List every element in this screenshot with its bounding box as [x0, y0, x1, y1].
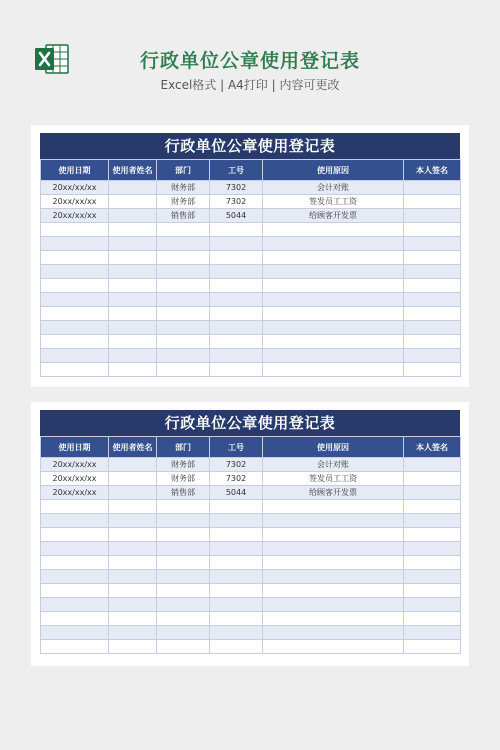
department-cell[interactable] — [157, 626, 210, 640]
department-cell[interactable] — [157, 321, 210, 335]
table-row — [41, 514, 461, 528]
employee-id-cell[interactable]: 7302 — [210, 181, 263, 195]
department-cell[interactable] — [157, 363, 210, 377]
employee-id-cell[interactable] — [210, 349, 263, 363]
user-name-cell[interactable] — [109, 556, 157, 570]
department-cell[interactable] — [157, 514, 210, 528]
user-name-cell[interactable] — [109, 265, 157, 279]
date-cell[interactable]: 20xx/xx/xx — [41, 486, 109, 500]
user-name-cell[interactable] — [109, 293, 157, 307]
employee-id-cell[interactable] — [210, 335, 263, 349]
department-cell[interactable] — [157, 556, 210, 570]
sheet-preview-1 — [31, 125, 469, 387]
signature-cell[interactable] — [404, 251, 461, 265]
date-cell[interactable] — [41, 626, 109, 640]
column-header: 使用原因 — [263, 437, 404, 458]
employee-id-cell[interactable] — [210, 321, 263, 335]
employee-id-cell[interactable]: 7302 — [210, 472, 263, 486]
user-name-cell[interactable] — [109, 640, 157, 654]
department-cell[interactable]: 销售部 — [157, 486, 210, 500]
signature-cell[interactable] — [404, 500, 461, 514]
signature-cell[interactable] — [404, 363, 461, 377]
reason-cell[interactable] — [263, 598, 404, 612]
date-cell[interactable] — [41, 598, 109, 612]
user-name-cell[interactable] — [109, 570, 157, 584]
table-title: 行政单位公章使用登记表 — [40, 133, 460, 159]
employee-id-cell[interactable] — [210, 363, 263, 377]
department-cell[interactable] — [157, 251, 210, 265]
sheet-preview-2 — [31, 402, 469, 666]
department-cell[interactable] — [157, 279, 210, 293]
signature-cell[interactable] — [404, 514, 461, 528]
reason-cell[interactable] — [263, 265, 404, 279]
signature-cell[interactable] — [404, 542, 461, 556]
signature-cell[interactable] — [404, 626, 461, 640]
table-row — [41, 223, 461, 237]
reason-cell[interactable] — [263, 556, 404, 570]
column-header: 部门 — [157, 437, 210, 458]
date-cell[interactable] — [41, 223, 109, 237]
user-name-cell[interactable] — [109, 514, 157, 528]
date-cell[interactable]: 20xx/xx/xx — [41, 209, 109, 223]
user-name-cell[interactable] — [109, 598, 157, 612]
table-row — [41, 612, 461, 626]
signature-cell[interactable] — [404, 458, 461, 472]
signature-cell[interactable] — [404, 584, 461, 598]
employee-id-cell[interactable] — [210, 528, 263, 542]
department-cell[interactable]: 财务部 — [157, 195, 210, 209]
reason-cell[interactable] — [263, 307, 404, 321]
department-cell[interactable] — [157, 640, 210, 654]
page-subtitle: Excel格式 | A4打印 | 内容可更改 — [160, 78, 340, 92]
user-name-cell[interactable] — [109, 612, 157, 626]
signature-cell[interactable] — [404, 486, 461, 500]
reason-cell[interactable] — [263, 335, 404, 349]
date-cell[interactable]: 20xx/xx/xx — [41, 181, 109, 195]
date-cell[interactable]: 20xx/xx/xx — [41, 195, 109, 209]
column-header: 本人签名 — [404, 437, 461, 458]
table-row — [41, 209, 461, 223]
table-row — [41, 321, 461, 335]
signature-cell[interactable] — [404, 265, 461, 279]
table-row — [41, 598, 461, 612]
table-row — [41, 237, 461, 251]
table-row — [41, 363, 461, 377]
signature-cell[interactable] — [404, 209, 461, 223]
table-row — [41, 584, 461, 598]
user-name-cell[interactable] — [109, 486, 157, 500]
reason-cell[interactable] — [263, 640, 404, 654]
reason-cell[interactable]: 会计对账 — [263, 458, 404, 472]
reason-cell[interactable] — [263, 279, 404, 293]
table-row — [41, 542, 461, 556]
column-header: 工号 — [210, 160, 263, 181]
date-cell[interactable] — [41, 570, 109, 584]
column-header: 使用者姓名 — [109, 437, 157, 458]
signature-cell[interactable] — [404, 321, 461, 335]
department-cell[interactable] — [157, 584, 210, 598]
reason-cell[interactable] — [263, 570, 404, 584]
employee-id-cell[interactable] — [210, 307, 263, 321]
date-cell[interactable] — [41, 640, 109, 654]
table-row — [41, 640, 461, 654]
department-cell[interactable] — [157, 570, 210, 584]
user-name-cell[interactable] — [109, 626, 157, 640]
reason-cell[interactable]: 签发员工工资 — [263, 472, 404, 486]
user-name-cell[interactable] — [109, 321, 157, 335]
reason-cell[interactable] — [263, 293, 404, 307]
user-name-cell[interactable] — [109, 584, 157, 598]
page-title: 行政单位公章使用登记表 — [139, 50, 360, 72]
employee-id-cell[interactable] — [210, 626, 263, 640]
department-cell[interactable]: 财务部 — [157, 181, 210, 195]
signature-cell[interactable] — [404, 598, 461, 612]
table-row — [41, 181, 461, 195]
date-cell[interactable] — [41, 307, 109, 321]
user-name-cell[interactable] — [109, 209, 157, 223]
reason-cell[interactable] — [263, 349, 404, 363]
date-cell[interactable] — [41, 335, 109, 349]
reason-cell[interactable]: 给顾客开发票 — [263, 486, 404, 500]
reason-cell[interactable] — [263, 237, 404, 251]
date-cell[interactable] — [41, 528, 109, 542]
table-row — [41, 556, 461, 570]
reason-cell[interactable] — [263, 542, 404, 556]
user-name-cell[interactable] — [109, 195, 157, 209]
reason-cell[interactable] — [263, 528, 404, 542]
date-cell[interactable] — [41, 612, 109, 626]
reason-cell[interactable] — [263, 321, 404, 335]
signature-cell[interactable] — [404, 640, 461, 654]
date-cell[interactable] — [41, 237, 109, 251]
employee-id-cell[interactable] — [210, 237, 263, 251]
signature-cell[interactable] — [404, 472, 461, 486]
date-cell[interactable] — [41, 556, 109, 570]
reason-cell[interactable] — [263, 626, 404, 640]
table-row — [41, 500, 461, 514]
department-cell[interactable] — [157, 307, 210, 321]
employee-id-cell[interactable] — [210, 251, 263, 265]
department-cell[interactable] — [157, 528, 210, 542]
signature-cell[interactable] — [404, 528, 461, 542]
table-row — [41, 528, 461, 542]
employee-id-cell[interactable]: 7302 — [210, 195, 263, 209]
department-cell[interactable] — [157, 335, 210, 349]
user-name-cell[interactable] — [109, 363, 157, 377]
employee-id-cell[interactable] — [210, 293, 263, 307]
reason-cell[interactable] — [263, 251, 404, 265]
table-row — [41, 279, 461, 293]
employee-id-cell[interactable] — [210, 542, 263, 556]
register-table — [40, 159, 461, 377]
user-name-cell[interactable] — [109, 458, 157, 472]
column-header: 使用日期 — [41, 437, 109, 458]
date-cell[interactable] — [41, 265, 109, 279]
signature-cell[interactable] — [404, 181, 461, 195]
register-table — [40, 436, 461, 654]
date-cell[interactable]: 20xx/xx/xx — [41, 458, 109, 472]
employee-id-cell[interactable] — [210, 598, 263, 612]
reason-cell[interactable] — [263, 612, 404, 626]
department-cell[interactable] — [157, 598, 210, 612]
table-row — [41, 265, 461, 279]
date-cell[interactable] — [41, 584, 109, 598]
column-header: 工号 — [210, 437, 263, 458]
reason-cell[interactable] — [263, 363, 404, 377]
table-row — [41, 626, 461, 640]
reason-cell[interactable]: 签发员工工资 — [263, 195, 404, 209]
date-cell[interactable] — [41, 321, 109, 335]
department-cell[interactable] — [157, 349, 210, 363]
signature-cell[interactable] — [404, 307, 461, 321]
table-row — [41, 251, 461, 265]
date-cell[interactable] — [41, 279, 109, 293]
table-row — [41, 195, 461, 209]
user-name-cell[interactable] — [109, 237, 157, 251]
column-header: 使用者姓名 — [109, 160, 157, 181]
reason-cell[interactable] — [263, 223, 404, 237]
user-name-cell[interactable] — [109, 223, 157, 237]
column-header: 使用日期 — [41, 160, 109, 181]
employee-id-cell[interactable] — [210, 612, 263, 626]
employee-id-cell[interactable]: 5044 — [210, 486, 263, 500]
signature-cell[interactable] — [404, 195, 461, 209]
date-cell[interactable] — [41, 514, 109, 528]
employee-id-cell[interactable] — [210, 500, 263, 514]
date-cell[interactable] — [41, 542, 109, 556]
user-name-cell[interactable] — [109, 335, 157, 349]
employee-id-cell[interactable] — [210, 514, 263, 528]
date-cell[interactable] — [41, 349, 109, 363]
date-cell[interactable] — [41, 500, 109, 514]
table-body — [41, 181, 461, 377]
user-name-cell[interactable] — [109, 542, 157, 556]
signature-cell[interactable] — [404, 223, 461, 237]
employee-id-cell[interactable] — [210, 640, 263, 654]
header-row — [41, 437, 461, 458]
employee-id-cell[interactable] — [210, 556, 263, 570]
user-name-cell[interactable] — [109, 181, 157, 195]
header-row — [41, 160, 461, 181]
column-header: 使用原因 — [263, 160, 404, 181]
employee-id-cell[interactable] — [210, 570, 263, 584]
user-name-cell[interactable] — [109, 500, 157, 514]
reason-cell[interactable] — [263, 584, 404, 598]
table-row — [41, 349, 461, 363]
date-cell[interactable]: 20xx/xx/xx — [41, 472, 109, 486]
user-name-cell[interactable] — [109, 528, 157, 542]
user-name-cell[interactable] — [109, 349, 157, 363]
department-cell[interactable]: 销售部 — [157, 209, 210, 223]
table-row — [41, 293, 461, 307]
column-header: 部门 — [157, 160, 210, 181]
reason-cell[interactable] — [263, 514, 404, 528]
signature-cell[interactable] — [404, 570, 461, 584]
user-name-cell[interactable] — [109, 307, 157, 321]
employee-id-cell[interactable] — [210, 279, 263, 293]
signature-cell[interactable] — [404, 612, 461, 626]
page-header — [0, 0, 500, 110]
table-row — [41, 472, 461, 486]
department-cell[interactable] — [157, 500, 210, 514]
date-cell[interactable] — [41, 251, 109, 265]
date-cell[interactable] — [41, 363, 109, 377]
user-name-cell[interactable] — [109, 251, 157, 265]
department-cell[interactable] — [157, 293, 210, 307]
reason-cell[interactable]: 会计对账 — [263, 181, 404, 195]
reason-cell[interactable] — [263, 500, 404, 514]
date-cell[interactable] — [41, 293, 109, 307]
reason-cell[interactable]: 给顾客开发票 — [263, 209, 404, 223]
signature-cell[interactable] — [404, 237, 461, 251]
department-cell[interactable]: 财务部 — [157, 458, 210, 472]
department-cell[interactable]: 财务部 — [157, 472, 210, 486]
user-name-cell[interactable] — [109, 279, 157, 293]
table-row — [41, 570, 461, 584]
table-row — [41, 335, 461, 349]
signature-cell[interactable] — [404, 279, 461, 293]
signature-cell[interactable] — [404, 293, 461, 307]
table-title: 行政单位公章使用登记表 — [40, 410, 460, 436]
department-cell[interactable] — [157, 223, 210, 237]
department-cell[interactable] — [157, 265, 210, 279]
department-cell[interactable] — [157, 612, 210, 626]
table-body — [41, 458, 461, 654]
signature-cell[interactable] — [404, 335, 461, 349]
table-row — [41, 307, 461, 321]
table-row — [41, 458, 461, 472]
department-cell[interactable] — [157, 237, 210, 251]
department-cell[interactable] — [157, 542, 210, 556]
employee-id-cell[interactable]: 5044 — [210, 209, 263, 223]
signature-cell[interactable] — [404, 349, 461, 363]
signature-cell[interactable] — [404, 556, 461, 570]
table-row — [41, 486, 461, 500]
employee-id-cell[interactable]: 7302 — [210, 458, 263, 472]
employee-id-cell[interactable] — [210, 223, 263, 237]
column-header: 本人签名 — [404, 160, 461, 181]
employee-id-cell[interactable] — [210, 584, 263, 598]
user-name-cell[interactable] — [109, 472, 157, 486]
employee-id-cell[interactable] — [210, 265, 263, 279]
